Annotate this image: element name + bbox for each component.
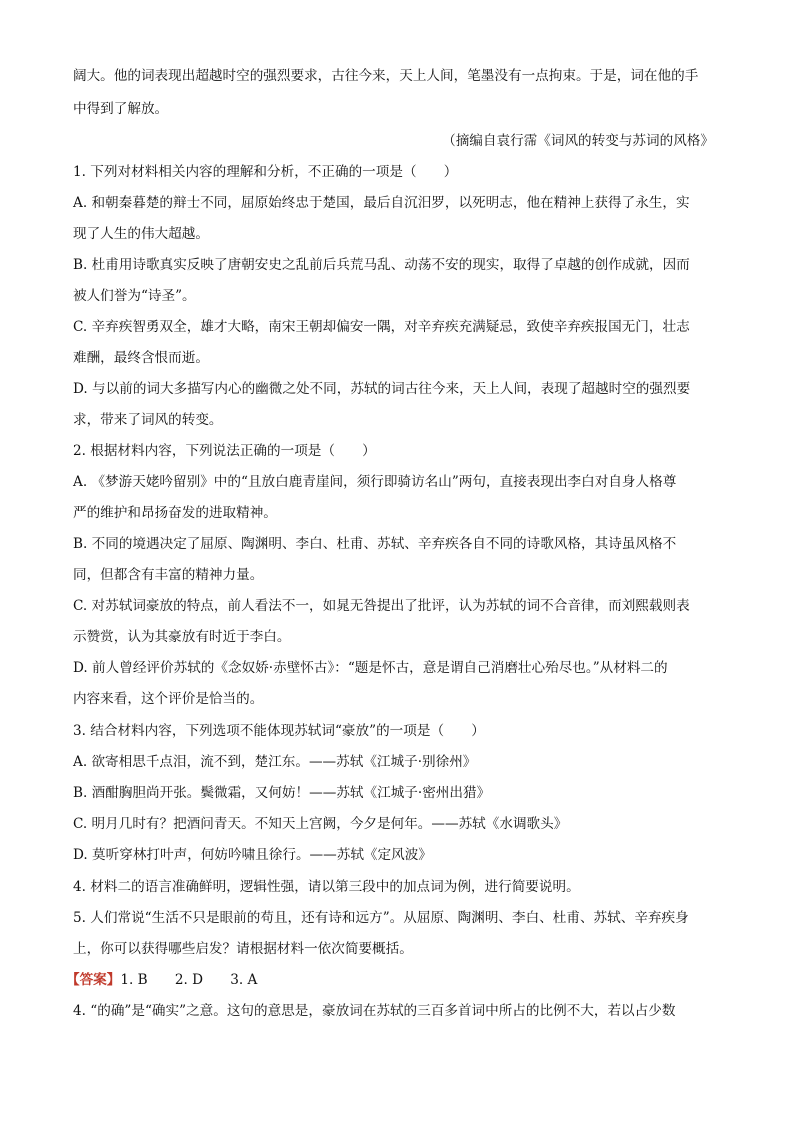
option-line: 同，但都含有丰富的精神力量。	[73, 567, 264, 583]
text-line: 中得到了解放。	[73, 101, 169, 117]
question-4: 4. 材料二的语言准确鲜明，逻辑性强，请以第三段中的加点词为例，进行简要说明。	[73, 879, 580, 895]
option-line: A. 欲寄相思千点泪，流不到，楚江东。——苏轼《江城子·别徐州》	[73, 754, 477, 770]
option-line: 严的维护和昂扬奋发的进取精神。	[73, 505, 277, 521]
option-line: 示赞赏，认为其豪放有时近于李白。	[73, 629, 291, 645]
answer-text: 1. B 2. D 3. A	[120, 972, 258, 988]
answer-4: 4. “的确”是“确实”之意。这句的意思是，豪放词在苏轼的三百多首词中所占的比例不大，若以占少数	[73, 1003, 676, 1019]
option-line: B. 杜甫用诗歌真实反映了唐朝安史之乱前后兵荒马乱、动荡不安的现实，取得了卓越的创作成就，因而	[73, 257, 690, 273]
option-line: D. 与以前的词大多描写内心的幽微之处不同，苏轼的词古往今来，天上人间，表现了超越时空的强烈要	[73, 381, 691, 397]
option-line: C. 对苏轼词豪放的特点，前人看法不一，如晁无咎提出了批评，认为苏轼的词不合音律，而刘熙载则表	[73, 598, 690, 614]
option-line: B. 不同的境遇决定了屈原、陶渊明、李白、杜甫、苏轼、辛弃疾各自不同的诗歌风格，其诗虽风格不	[73, 536, 677, 552]
option-line: D. 前人曾经评价苏轼的《念奴娇·赤壁怀古》：“题是怀古，意是谓自己消磨壮心殆尽也。”从材料二的	[73, 660, 668, 676]
option-line: A. 《梦游天姥吟留别》中的“且放白鹿青崖间，须行即骑访名山”两句，直接表现出李白对自身人格尊	[73, 474, 677, 490]
question-1: 1. 下列对材料相关内容的理解和分析，不正确的一项是（ ）	[73, 164, 458, 180]
option-line: C. 明月几时有？把酒问青天。不知天上宫阙，今夕是何年。——苏轼《水调歌头》	[73, 816, 568, 832]
text-line: 阔大。他的词表现出超越时空的强烈要求，古往今来，天上人间，笔墨没有一点拘束。于是，词在他的手	[73, 68, 699, 84]
option-line: D. 莫听穿林打叶声，何妨吟啸且徐行。——苏轼《定风波》	[73, 847, 432, 863]
option-line: 现了人生的伟大超越。	[73, 226, 209, 242]
option-line: B. 酒酣胸胆尚开张。鬓微霜，又何妨！——苏轼《江城子·密州出猎》	[73, 785, 491, 801]
option-line: 难酬，最终含恨而逝。	[73, 350, 209, 366]
option-line: C. 辛弃疾智勇双全，雄才大略，南宋王朝却偏安一隅，对辛弃疾充满疑忌，致使辛弃疾报国无门，壮志	[73, 319, 690, 335]
option-line: 被人们誉为“诗圣”。	[73, 288, 196, 304]
question-5: 5. 人们常说“生活不只是眼前的苟且，还有诗和远方”。从屈原、陶渊明、李白、杜甫、苏轼、辛弃疾身	[73, 910, 689, 926]
answer-line	[66, 971, 728, 989]
source-citation: （摘编自袁行霈《词风的转变与苏词的风格》	[442, 133, 714, 149]
question-3: 3. 结合材料内容，下列选项不能体现苏轼词“豪放”的一项是（ ）	[73, 723, 485, 739]
option-line: A. 和朝秦暮楚的辩士不同，屈原始终忠于楚国，最后自沉汨罗，以死明志，他在精神上获得了永生，实	[73, 195, 690, 211]
option-line: 求，带来了词风的转变。	[73, 412, 223, 428]
answer-label: 【答案】	[66, 972, 121, 988]
question-2: 2. 根据材料内容，下列说法正确的一项是（ ）	[73, 443, 376, 459]
question-5-cont: 上，你可以获得哪些启发？请根据材料一依次简要概括。	[73, 941, 413, 957]
option-line: 内容来看，这个评价是恰当的。	[73, 691, 264, 707]
